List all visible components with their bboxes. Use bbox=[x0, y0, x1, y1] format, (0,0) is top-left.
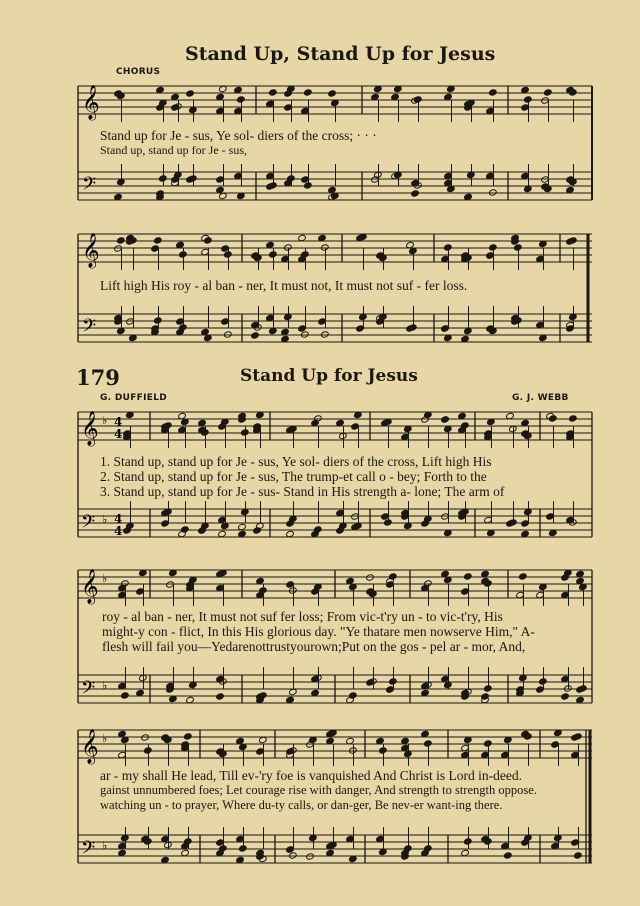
notehead bbox=[509, 519, 518, 526]
svg-text:𝄢: 𝄢 bbox=[81, 838, 96, 863]
notehead bbox=[504, 852, 513, 859]
notehead bbox=[269, 251, 278, 258]
chorus-title: Stand Up, Stand Up for Jesus bbox=[185, 43, 496, 65]
notehead bbox=[184, 838, 193, 845]
notehead bbox=[144, 747, 153, 754]
notehead bbox=[216, 693, 225, 700]
svg-text:♭: ♭ bbox=[102, 839, 108, 852]
notehead bbox=[514, 244, 523, 251]
notehead bbox=[284, 90, 293, 97]
svg-text:4: 4 bbox=[114, 512, 123, 526]
notehead bbox=[484, 685, 493, 692]
notehead bbox=[304, 182, 313, 189]
notehead bbox=[318, 318, 327, 325]
svg-text:4: 4 bbox=[114, 427, 123, 441]
verse2-line3: gainst unnumbered foes; Let courage rise with danger, And strength to strength oppose. bbox=[100, 783, 537, 797]
notehead bbox=[269, 89, 278, 96]
notehead bbox=[314, 415, 323, 422]
svg-text:4: 4 bbox=[114, 415, 123, 429]
chorus-lyric-echo: Stand up, stand up for Je - sus, bbox=[100, 143, 247, 157]
hymn-number: 179 bbox=[76, 365, 120, 390]
notehead bbox=[117, 237, 126, 244]
notehead bbox=[571, 839, 580, 846]
notehead bbox=[181, 526, 190, 533]
svg-text:4: 4 bbox=[114, 524, 123, 538]
notehead bbox=[484, 740, 493, 747]
notehead bbox=[489, 189, 498, 196]
verse1-line3: ar - my shall He lead, Till ev-'ry foe is vanquished And Christ is Lord in-deed. bbox=[100, 768, 522, 783]
notehead bbox=[384, 519, 393, 526]
verse3-line2: flesh will fail you—Yedarenottrustyourown;Put on the gos - pel ar - mor, And, bbox=[102, 639, 526, 654]
notehead bbox=[239, 845, 248, 852]
notehead bbox=[151, 245, 160, 252]
svg-text:𝄢: 𝄢 bbox=[82, 316, 97, 341]
notehead bbox=[349, 747, 358, 754]
notehead bbox=[171, 104, 180, 111]
notehead bbox=[321, 331, 330, 338]
notehead bbox=[241, 429, 250, 436]
notehead bbox=[521, 520, 530, 527]
notehead bbox=[444, 244, 453, 251]
notehead bbox=[289, 587, 298, 594]
notehead bbox=[521, 104, 530, 111]
svg-text:𝄢: 𝄢 bbox=[82, 174, 97, 199]
notehead bbox=[424, 845, 433, 852]
notehead bbox=[198, 527, 207, 534]
verse2-line1: 2. Stand up, stand up for Je - sus, The trump-et call o - bey; Forth to the bbox=[100, 469, 487, 484]
notehead bbox=[284, 244, 293, 251]
chorus-lyric-line2: Lift high His roy - al ban - ner, It must not, It must not suf - fer loss. bbox=[100, 278, 468, 293]
svg-text:𝄞: 𝄞 bbox=[82, 233, 100, 268]
notehead bbox=[219, 845, 228, 852]
notehead bbox=[561, 574, 570, 581]
notehead bbox=[301, 176, 310, 183]
verse3-line3: watching un - to prayer, Where du-ty calls, or dan-ger, Be nev-er want-ing there. bbox=[100, 798, 503, 812]
verse3-line1: 3. Stand up, stand up for Je - sus- Stand in His strength a- lone; The arm of bbox=[100, 484, 505, 499]
notehead bbox=[314, 526, 323, 533]
notehead bbox=[304, 89, 313, 96]
notehead bbox=[571, 734, 580, 741]
notehead bbox=[489, 89, 498, 96]
notehead bbox=[539, 678, 548, 685]
notehead bbox=[546, 513, 555, 520]
notehead bbox=[287, 175, 296, 182]
notehead bbox=[536, 686, 545, 693]
notehead bbox=[411, 190, 420, 197]
svg-text:𝄞: 𝄞 bbox=[81, 569, 99, 604]
notehead bbox=[154, 317, 163, 324]
notehead bbox=[389, 678, 398, 685]
hymn-composer: G. J. WEBB bbox=[512, 393, 569, 403]
svg-text:𝄞: 𝄞 bbox=[81, 729, 99, 764]
notehead bbox=[441, 416, 450, 423]
svg-text:𝄢: 𝄢 bbox=[81, 678, 96, 703]
notehead bbox=[351, 423, 360, 430]
svg-text:𝄞: 𝄞 bbox=[82, 85, 100, 120]
notehead bbox=[551, 741, 560, 748]
notehead bbox=[564, 685, 573, 692]
chorus-lyric-line1: Stand up for Je - sus, Ye sol- diers of the cross; · · · bbox=[100, 128, 377, 143]
notehead bbox=[176, 318, 185, 325]
notehead bbox=[286, 581, 295, 588]
notehead bbox=[136, 588, 145, 595]
notehead bbox=[414, 96, 423, 103]
notehead bbox=[251, 332, 260, 339]
hymn-author: G. DUFFIELD bbox=[100, 393, 168, 403]
notehead bbox=[221, 245, 230, 252]
notehead bbox=[266, 183, 275, 190]
notehead bbox=[569, 237, 578, 244]
notehead bbox=[549, 415, 558, 422]
notehead bbox=[441, 325, 450, 332]
notehead bbox=[179, 251, 188, 258]
notehead bbox=[121, 580, 130, 587]
notehead bbox=[424, 740, 433, 747]
notehead bbox=[424, 580, 433, 587]
notehead bbox=[186, 90, 195, 97]
notehead bbox=[224, 331, 233, 338]
notehead bbox=[221, 318, 230, 325]
notehead bbox=[569, 415, 578, 422]
hymn-title: Stand Up for Jesus bbox=[240, 366, 418, 386]
svg-text:♭: ♭ bbox=[102, 572, 108, 585]
notehead bbox=[321, 244, 330, 251]
notehead bbox=[381, 513, 390, 520]
notehead bbox=[216, 176, 225, 183]
svg-text:𝄢: 𝄢 bbox=[81, 512, 96, 537]
notehead bbox=[579, 685, 588, 692]
notehead bbox=[328, 90, 337, 97]
verse1-line1: 1. Stand up, stand up for Je - sus, Ye sol- diers of the cross, Lift high His bbox=[100, 454, 492, 469]
notehead bbox=[286, 520, 295, 527]
notehead bbox=[189, 175, 198, 182]
notehead bbox=[489, 244, 498, 251]
notehead bbox=[379, 747, 388, 754]
svg-text:♭: ♭ bbox=[102, 513, 108, 526]
notehead bbox=[154, 237, 163, 244]
notehead bbox=[349, 692, 358, 699]
notehead bbox=[289, 852, 298, 859]
notehead bbox=[519, 573, 528, 580]
notehead bbox=[121, 692, 130, 699]
notehead bbox=[544, 89, 553, 96]
notehead bbox=[298, 325, 307, 332]
svg-text:♭: ♭ bbox=[102, 679, 108, 692]
notehead bbox=[259, 587, 268, 594]
notehead bbox=[464, 838, 473, 845]
notehead bbox=[409, 324, 418, 331]
svg-text:♭: ♭ bbox=[102, 732, 108, 745]
svg-text:𝄞: 𝄞 bbox=[81, 411, 99, 446]
notehead bbox=[159, 175, 168, 182]
verse1-line2: roy - al ban - ner, It must not suf fer loss; From vic-t'ry un - to vic-t'ry, His bbox=[102, 609, 503, 624]
notehead bbox=[464, 573, 473, 580]
notehead bbox=[224, 251, 233, 258]
notehead bbox=[301, 251, 310, 258]
notehead bbox=[161, 520, 170, 527]
notehead bbox=[256, 748, 265, 755]
notehead bbox=[237, 96, 246, 103]
notehead bbox=[386, 686, 395, 693]
notehead bbox=[461, 588, 470, 595]
notehead bbox=[356, 325, 365, 332]
notehead bbox=[284, 104, 293, 111]
notehead bbox=[301, 331, 310, 338]
notehead bbox=[184, 733, 193, 740]
notehead bbox=[561, 693, 570, 700]
svg-text:♭: ♭ bbox=[102, 414, 108, 427]
chorus-label: CHORUS bbox=[116, 67, 161, 77]
notehead bbox=[524, 96, 533, 103]
notehead bbox=[336, 527, 345, 534]
notehead bbox=[574, 852, 583, 859]
notehead bbox=[216, 839, 225, 846]
verse2-line2: might-y con - flict, In this His glorious day. "Ye thatare men nowserve Him," A- bbox=[102, 624, 535, 639]
